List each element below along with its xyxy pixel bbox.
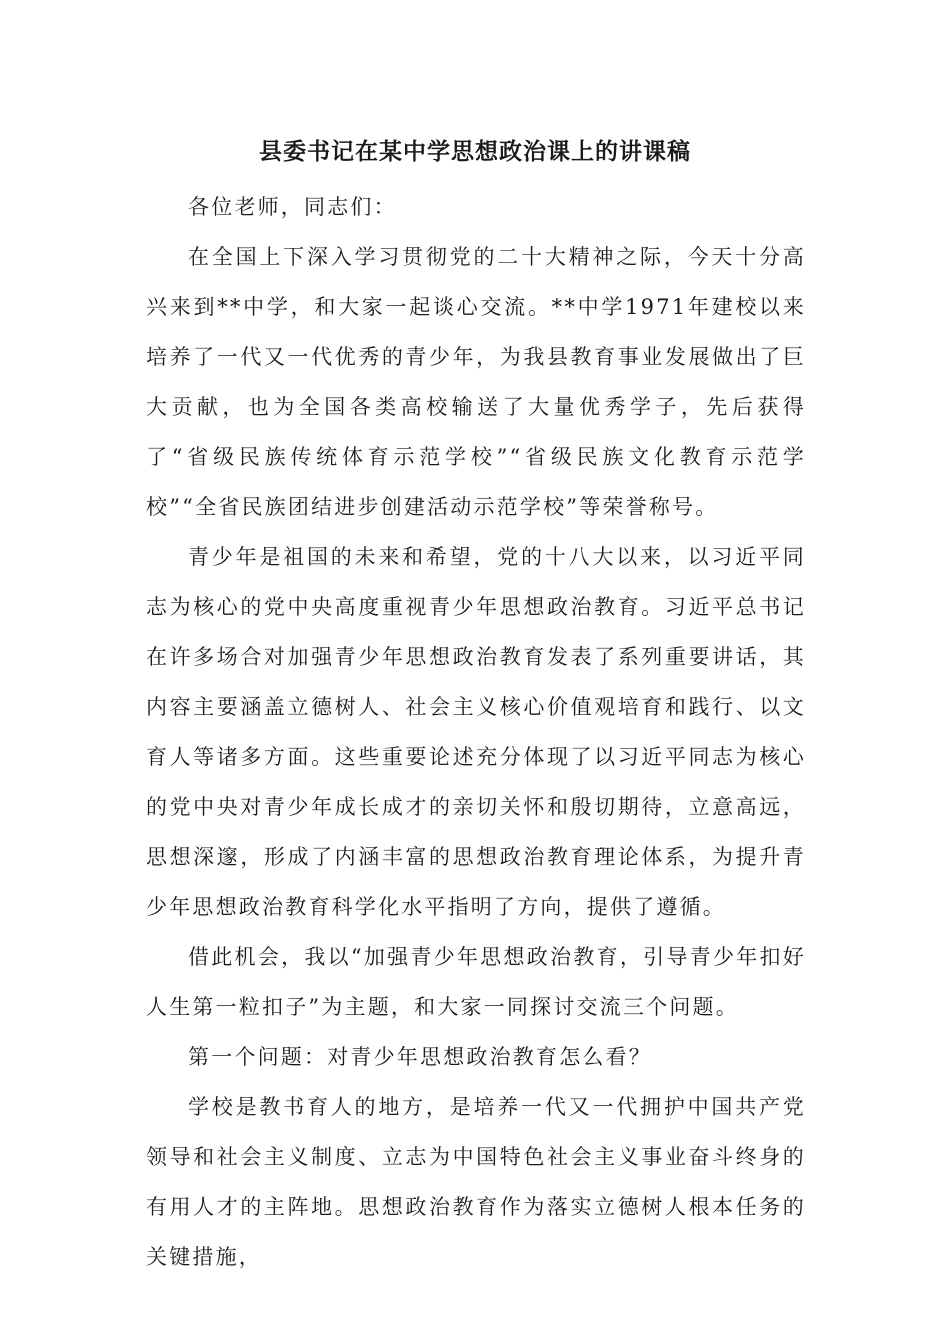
salutation-paragraph: 各位老师，同志们： <box>188 195 397 219</box>
body-paragraph: 在全国上下深入学习贯彻党的二十大精神之际，今天十分高兴来到**中学，和大家一起谈心交流。**中学1971年建校以来培养了一代又一代优秀的青少年，为我县教育事业发展做出了巨大贡献，也为全国各类高校输送了大量优秀学子，先后获得了“省级民族传统体育示范学校”“省级民族文化教育示范学校”“全省民族团结进步创建活动示范学校”等荣誉称号。 <box>146 245 806 519</box>
body-paragraph: 借此机会，我以“加强青少年思想政治教育，引导青少年扣好人生第一粒扣子”为主题，和大家一同探讨交流三个问题。 <box>146 945 806 1019</box>
document-title: 县委书记在某中学思想政治课上的讲课稿 <box>259 138 691 165</box>
body-paragraph: 青少年是祖国的未来和希望，党的十八大以来，以习近平同志为核心的党中央高度重视青少年思想政治教育。习近平总书记在许多场合对加强青少年思想政治教育发表了系列重要讲话，其内容主要涵盖立德树人、社会主义核心价值观培育和践行、以文育人等诸多方面。这些重要论述充分体现了以习近平同志为核心的党中央对青少年成长成才的亲切关怀和殷切期待，立意高远，思想深邃，形成了内涵丰富的思想政治教育理论体系，为提升青少年思想政治教育科学化水平指明了方向，提供了遵循。 <box>146 545 806 919</box>
section-heading: 第一个问题：对青少年思想政治教育怎么看？ <box>188 1045 652 1069</box>
body-paragraph: 学校是教书育人的地方，是培养一代又一代拥护中国共产党领导和社会主义制度、立志为中国特色社会主义事业奋斗终身的有用人才的主阵地。思想政治教育作为落实立德树人根本任务的关键措施， <box>146 1095 806 1269</box>
document-body <box>146 182 806 1282</box>
